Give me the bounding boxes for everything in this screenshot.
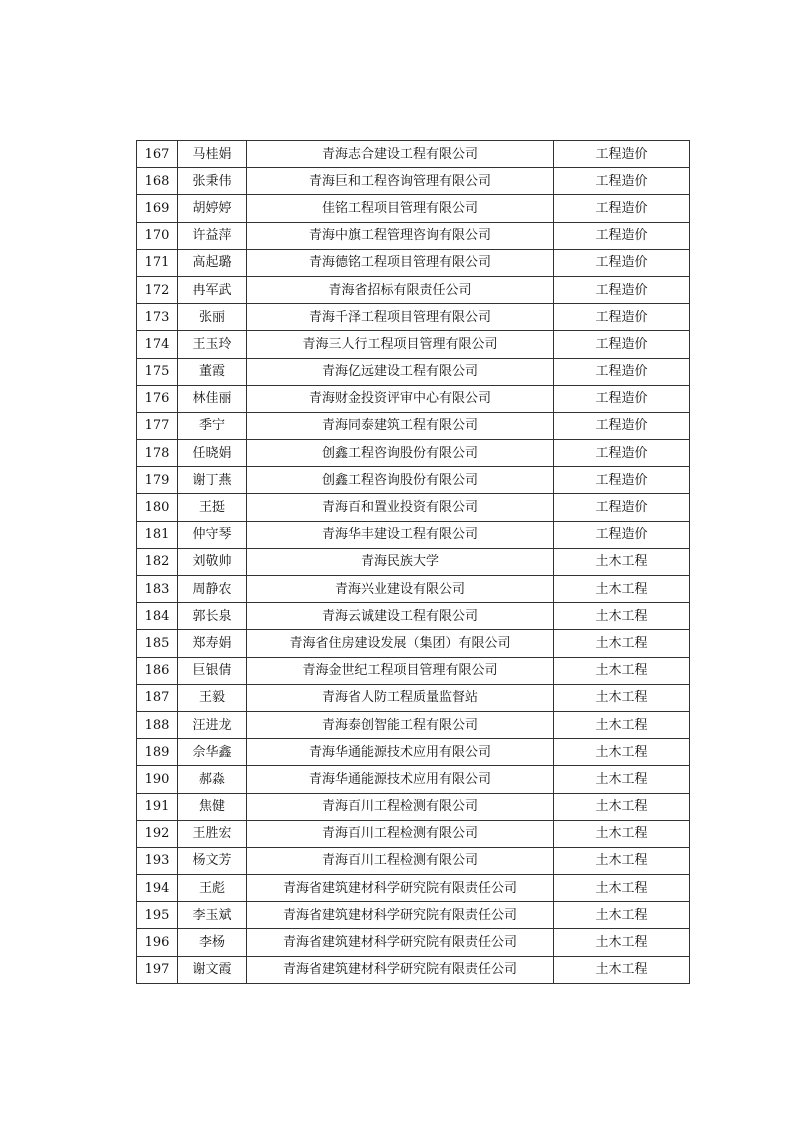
row-number-cell: 189	[137, 739, 178, 766]
organization-cell: 青海省招标有限责任公司	[247, 276, 554, 303]
row-number-cell: 173	[137, 304, 178, 331]
row-number-cell: 181	[137, 521, 178, 548]
person-name-cell: 董霞	[178, 358, 247, 385]
organization-cell: 青海同泰建筑工程有限公司	[247, 412, 554, 439]
specialty-cell: 工程造价	[554, 331, 690, 358]
person-name-cell: 李杨	[178, 929, 247, 956]
specialty-cell: 工程造价	[554, 195, 690, 222]
specialty-cell: 土木工程	[554, 739, 690, 766]
organization-cell: 青海三人行工程项目管理有限公司	[247, 331, 554, 358]
specialty-cell: 土木工程	[554, 657, 690, 684]
row-number-cell: 179	[137, 467, 178, 494]
row-number-cell: 167	[137, 141, 178, 168]
person-name-cell: 刘敬帅	[178, 548, 247, 575]
specialty-cell: 工程造价	[554, 521, 690, 548]
table-row	[137, 820, 690, 847]
organization-cell: 青海华通能源技术应用有限公司	[247, 766, 554, 793]
table-row	[137, 766, 690, 793]
organization-cell: 青海千泽工程项目管理有限公司	[247, 304, 554, 331]
person-name-cell: 王玉玲	[178, 331, 247, 358]
table-row	[137, 304, 690, 331]
specialty-cell: 工程造价	[554, 440, 690, 467]
organization-cell: 青海省建筑建材科学研究院有限责任公司	[247, 929, 554, 956]
table-row	[137, 657, 690, 684]
organization-cell: 青海百川工程检测有限公司	[247, 847, 554, 874]
row-number-cell: 169	[137, 195, 178, 222]
table-row	[137, 847, 690, 874]
roster-table-body	[137, 141, 690, 984]
organization-cell: 青海兴业建设有限公司	[247, 576, 554, 603]
specialty-cell: 工程造价	[554, 276, 690, 303]
table-row	[137, 195, 690, 222]
row-number-cell: 193	[137, 847, 178, 874]
table-row	[137, 630, 690, 657]
specialty-cell: 土木工程	[554, 576, 690, 603]
row-number-cell: 191	[137, 793, 178, 820]
person-name-cell: 巨银倩	[178, 657, 247, 684]
person-name-cell: 王胜宏	[178, 820, 247, 847]
person-name-cell: 仲守琴	[178, 521, 247, 548]
specialty-cell: 土木工程	[554, 603, 690, 630]
organization-cell: 创鑫工程咨询股份有限公司	[247, 467, 554, 494]
row-number-cell: 194	[137, 875, 178, 902]
specialty-cell: 工程造价	[554, 168, 690, 195]
specialty-cell: 土木工程	[554, 875, 690, 902]
organization-cell: 青海百川工程检测有限公司	[247, 820, 554, 847]
row-number-cell: 197	[137, 956, 178, 983]
row-number-cell: 186	[137, 657, 178, 684]
specialty-cell: 工程造价	[554, 412, 690, 439]
person-name-cell: 李玉斌	[178, 902, 247, 929]
specialty-cell: 土木工程	[554, 956, 690, 983]
table-row	[137, 358, 690, 385]
organization-cell: 青海华丰建设工程有限公司	[247, 521, 554, 548]
table-row	[137, 276, 690, 303]
row-number-cell: 171	[137, 249, 178, 276]
row-number-cell: 187	[137, 684, 178, 711]
table-row	[137, 875, 690, 902]
person-name-cell: 佘华鑫	[178, 739, 247, 766]
specialty-cell: 土木工程	[554, 793, 690, 820]
organization-cell: 青海民族大学	[247, 548, 554, 575]
table-row	[137, 521, 690, 548]
table-row	[137, 603, 690, 630]
table-row	[137, 141, 690, 168]
person-name-cell: 高起璐	[178, 249, 247, 276]
person-name-cell: 焦健	[178, 793, 247, 820]
person-name-cell: 王毅	[178, 684, 247, 711]
person-name-cell: 谢丁燕	[178, 467, 247, 494]
specialty-cell: 土木工程	[554, 766, 690, 793]
person-name-cell: 王挺	[178, 494, 247, 521]
person-name-cell: 张丽	[178, 304, 247, 331]
table-row	[137, 494, 690, 521]
organization-cell: 青海泰创智能工程有限公司	[247, 711, 554, 738]
row-number-cell: 177	[137, 412, 178, 439]
organization-cell: 青海省建筑建材科学研究院有限责任公司	[247, 875, 554, 902]
row-number-cell: 184	[137, 603, 178, 630]
table-row	[137, 385, 690, 412]
specialty-cell: 土木工程	[554, 929, 690, 956]
person-name-cell: 杨文芳	[178, 847, 247, 874]
organization-cell: 佳铭工程项目管理有限公司	[247, 195, 554, 222]
table-row	[137, 956, 690, 983]
person-name-cell: 王彪	[178, 875, 247, 902]
table-row	[137, 902, 690, 929]
organization-cell: 青海云诚建设工程有限公司	[247, 603, 554, 630]
row-number-cell: 174	[137, 331, 178, 358]
row-number-cell: 176	[137, 385, 178, 412]
row-number-cell: 182	[137, 548, 178, 575]
person-name-cell: 郝淼	[178, 766, 247, 793]
specialty-cell: 工程造价	[554, 358, 690, 385]
table-row	[137, 684, 690, 711]
row-number-cell: 170	[137, 222, 178, 249]
person-name-cell: 周静农	[178, 576, 247, 603]
specialty-cell: 工程造价	[554, 467, 690, 494]
table-row	[137, 711, 690, 738]
person-name-cell: 马桂娟	[178, 141, 247, 168]
organization-cell: 青海省建筑建材科学研究院有限责任公司	[247, 902, 554, 929]
table-row	[137, 793, 690, 820]
organization-cell: 青海省建筑建材科学研究院有限责任公司	[247, 956, 554, 983]
person-name-cell: 郭长泉	[178, 603, 247, 630]
specialty-cell: 土木工程	[554, 548, 690, 575]
table-row	[137, 548, 690, 575]
specialty-cell: 土木工程	[554, 711, 690, 738]
specialty-cell: 土木工程	[554, 820, 690, 847]
table-row	[137, 168, 690, 195]
organization-cell: 青海百川工程检测有限公司	[247, 793, 554, 820]
table-row	[137, 576, 690, 603]
table-row	[137, 467, 690, 494]
person-name-cell: 季宁	[178, 412, 247, 439]
table-row	[137, 331, 690, 358]
row-number-cell: 188	[137, 711, 178, 738]
person-name-cell: 林佳丽	[178, 385, 247, 412]
specialty-cell: 土木工程	[554, 847, 690, 874]
row-number-cell: 175	[137, 358, 178, 385]
person-name-cell: 谢文霞	[178, 956, 247, 983]
specialty-cell: 工程造价	[554, 304, 690, 331]
organization-cell: 青海志合建设工程有限公司	[247, 141, 554, 168]
person-name-cell: 汪进龙	[178, 711, 247, 738]
organization-cell: 青海省住房建设发展（集团）有限公司	[247, 630, 554, 657]
roster-table	[136, 140, 690, 984]
organization-cell: 青海中旗工程管理咨询有限公司	[247, 222, 554, 249]
person-name-cell: 张秉伟	[178, 168, 247, 195]
specialty-cell: 工程造价	[554, 222, 690, 249]
specialty-cell: 土木工程	[554, 902, 690, 929]
specialty-cell: 工程造价	[554, 385, 690, 412]
specialty-cell: 工程造价	[554, 141, 690, 168]
table-row	[137, 222, 690, 249]
row-number-cell: 196	[137, 929, 178, 956]
table-row	[137, 440, 690, 467]
organization-cell: 创鑫工程咨询股份有限公司	[247, 440, 554, 467]
specialty-cell: 土木工程	[554, 684, 690, 711]
table-row	[137, 739, 690, 766]
organization-cell: 青海德铭工程项目管理有限公司	[247, 249, 554, 276]
specialty-cell: 工程造价	[554, 249, 690, 276]
person-name-cell: 胡婷婷	[178, 195, 247, 222]
row-number-cell: 168	[137, 168, 178, 195]
person-name-cell: 冉军武	[178, 276, 247, 303]
organization-cell: 青海巨和工程咨询管理有限公司	[247, 168, 554, 195]
organization-cell: 青海财金投资评审中心有限公司	[247, 385, 554, 412]
person-name-cell: 许益萍	[178, 222, 247, 249]
table-row	[137, 412, 690, 439]
organization-cell: 青海亿远建设工程有限公司	[247, 358, 554, 385]
table-row	[137, 249, 690, 276]
row-number-cell: 192	[137, 820, 178, 847]
specialty-cell: 工程造价	[554, 494, 690, 521]
organization-cell: 青海华通能源技术应用有限公司	[247, 739, 554, 766]
row-number-cell: 195	[137, 902, 178, 929]
table-row	[137, 929, 690, 956]
row-number-cell: 172	[137, 276, 178, 303]
organization-cell: 青海金世纪工程项目管理有限公司	[247, 657, 554, 684]
row-number-cell: 190	[137, 766, 178, 793]
organization-cell: 青海省人防工程质量监督站	[247, 684, 554, 711]
row-number-cell: 180	[137, 494, 178, 521]
person-name-cell: 任晓娟	[178, 440, 247, 467]
row-number-cell: 183	[137, 576, 178, 603]
specialty-cell: 土木工程	[554, 630, 690, 657]
row-number-cell: 178	[137, 440, 178, 467]
organization-cell: 青海百和置业投资有限公司	[247, 494, 554, 521]
row-number-cell: 185	[137, 630, 178, 657]
person-name-cell: 郑寿娟	[178, 630, 247, 657]
